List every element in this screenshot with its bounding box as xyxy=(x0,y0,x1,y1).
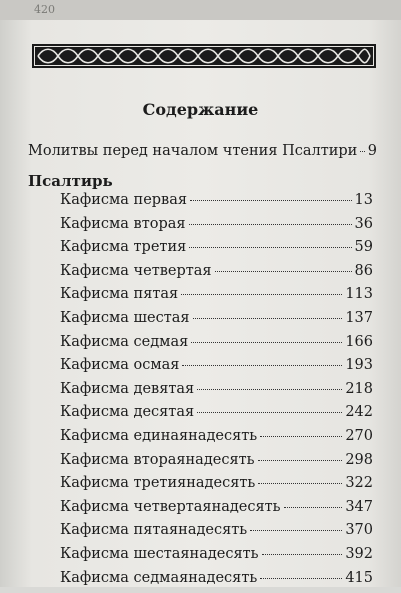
leader-dots xyxy=(189,247,351,248)
toc-entry xyxy=(60,452,373,476)
toc-entry-label: Кафисма втораянадесять xyxy=(60,452,255,468)
toc-entry-label: Кафисма пятаянадесять xyxy=(60,522,247,538)
toc-entry-label: Кафисма шестаянадесять xyxy=(60,546,259,562)
toc-entry-label: Кафисма единаянадесять xyxy=(60,428,257,444)
toc-entry xyxy=(60,239,373,263)
toc-entry-page: 137 xyxy=(345,310,373,326)
toc-entry-label: Кафисма третиянадесять xyxy=(60,475,255,491)
leader-dots xyxy=(250,530,342,531)
toc-entry-label: Кафисма первая xyxy=(60,192,187,208)
toc-entry xyxy=(60,310,373,334)
toc-entry xyxy=(60,381,373,405)
toc-entry xyxy=(60,192,373,216)
toc-entry xyxy=(60,404,373,428)
toc-entry-page: 36 xyxy=(355,216,373,232)
leader-dots xyxy=(360,151,364,152)
leader-dots xyxy=(262,554,343,555)
toc-entry xyxy=(60,428,373,452)
leader-dots xyxy=(215,271,352,272)
leader-dots xyxy=(193,318,343,319)
toc-entry-label: Кафисма седмаянадесять xyxy=(60,570,257,586)
toc-entry-page: 193 xyxy=(345,357,373,373)
leader-dots xyxy=(182,365,342,366)
toc-entry-page: 218 xyxy=(345,381,373,397)
toc-entry-page: 59 xyxy=(355,239,373,255)
toc-list xyxy=(60,192,373,593)
toc-entry-page: 9 xyxy=(368,143,377,159)
leader-dots xyxy=(181,294,342,295)
toc-entry-page: 86 xyxy=(355,263,373,279)
toc-entry-page: 370 xyxy=(345,522,373,538)
toc-entry-label: Молитвы перед началом чтения Псалтири xyxy=(28,143,357,159)
toc-entry xyxy=(60,546,373,570)
contents-heading: Содержание xyxy=(0,100,401,119)
leader-dots xyxy=(260,578,342,579)
leader-dots xyxy=(190,200,352,201)
toc-entry xyxy=(60,570,373,593)
leader-dots xyxy=(260,436,342,437)
toc-entry-prayers xyxy=(28,143,377,159)
toc-entry xyxy=(60,475,373,499)
toc-entry-page: 298 xyxy=(345,452,373,468)
toc-entry-page: 347 xyxy=(345,499,373,515)
toc-entry-label: Кафисма осмая xyxy=(60,357,179,373)
toc-entry-label: Кафисма пятая xyxy=(60,286,178,302)
toc-entry xyxy=(60,499,373,523)
toc-entry xyxy=(60,286,373,310)
toc-entry-label: Кафисма четвертаянадесять xyxy=(60,499,281,515)
leader-dots xyxy=(284,507,343,508)
leader-dots xyxy=(197,389,342,390)
leader-dots xyxy=(258,483,342,484)
toc-entry-page: 13 xyxy=(355,192,373,208)
toc-entry-label: Кафисма шестая xyxy=(60,310,190,326)
toc-entry xyxy=(60,522,373,546)
toc-entry-page: 166 xyxy=(345,334,373,350)
toc-entry-label: Кафисма седмая xyxy=(60,334,188,350)
ornament-divider xyxy=(32,44,376,68)
toc-entry-page: 270 xyxy=(345,428,373,444)
toc-entry-page: 242 xyxy=(345,404,373,420)
toc-entry-page: 322 xyxy=(345,475,373,491)
toc-entry-label: Кафисма десятая xyxy=(60,404,194,420)
leader-dots xyxy=(197,412,342,413)
toc-entry xyxy=(60,357,373,381)
toc-entry-page: 113 xyxy=(345,286,373,302)
leader-dots xyxy=(258,460,343,461)
toc-entry-label: Кафисма четвертая xyxy=(60,263,212,279)
section-title: Псалтирь xyxy=(28,172,113,190)
toc-entry-label: Кафисма девятая xyxy=(60,381,194,397)
toc-entry xyxy=(60,263,373,287)
toc-entry xyxy=(60,334,373,358)
running-head-page-number: 420 xyxy=(34,0,55,20)
toc-entry-label: Кафисма третия xyxy=(60,239,186,255)
leader-dots xyxy=(191,342,342,343)
toc-entry-page: 392 xyxy=(345,546,373,562)
toc-entry-page: 415 xyxy=(345,570,373,586)
leader-dots xyxy=(189,224,352,225)
running-head xyxy=(0,0,401,20)
toc-entry xyxy=(60,216,373,240)
toc-entry-label: Кафисма вторая xyxy=(60,216,186,232)
